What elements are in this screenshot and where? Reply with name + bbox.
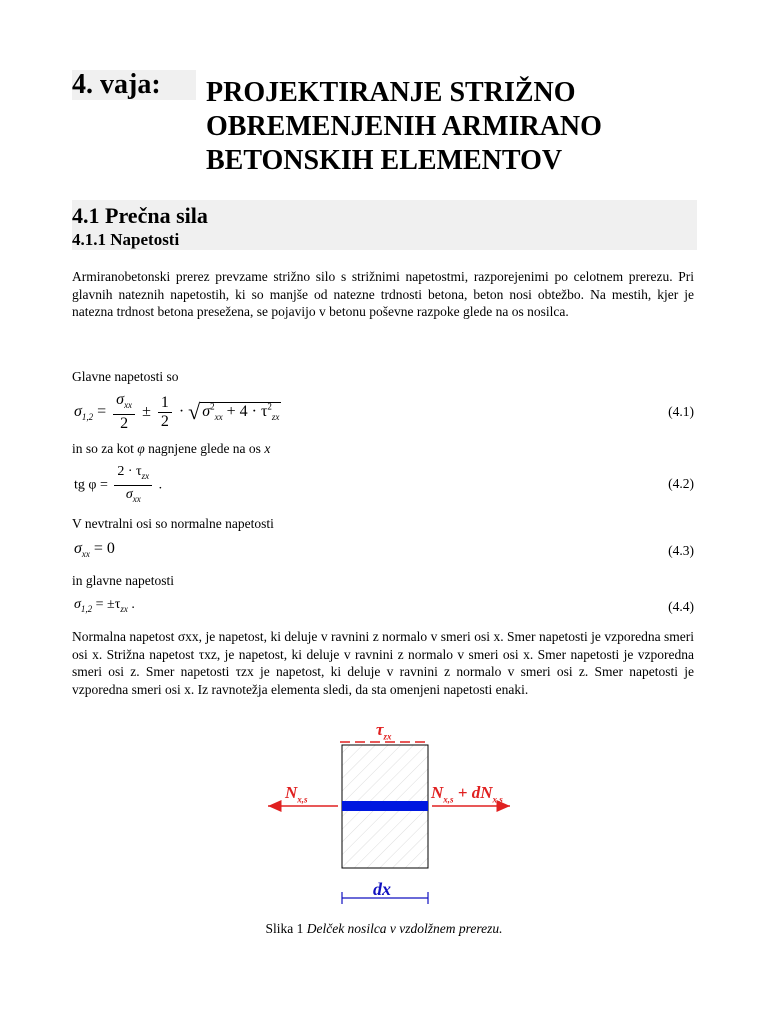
nagnjene-text: in so za kot φ nagnjene glede na os x [72, 441, 271, 456]
subsection-title: 4.1.1 Napetosti [72, 230, 180, 249]
normalna-paragraph: Normalna napetost σxx, je napetost, ki deluje v ravnini z normalo v smeri osi x. Smer napetosti je vzporedna smeri osi x. Strižna napetost τxz, je napetost, ki deluje v ravnini z normalo v smeri osi x. Smer napetosti je vzporedna smeri osi z. Smer napetosti τzx je napetost, ki deluje v ravnini z normalo v smeri osi z. Smer napetosti je vzporedna smeri osi x. Iz ravnotežja elementa sledi, da sta omenjeni napetosti enaki. [72, 629, 694, 697]
force-right-label: $N_{x,s} + dN_{x,s}$ [431, 783, 503, 805]
equation-label-4-3: (4.3) [668, 543, 694, 558]
equation-4-1: $\sigma_{1,2}$ = $\frac{\sigma_{xx}}{2}$ ± $\frac{1}{2}$ · √ $\sigma^2_{xx} + 4 \cdot \tau^2_{zx}$ [74, 391, 280, 433]
chapter-title-line-2: OBREMENJENIH ARMIRANO [206, 111, 602, 142]
dx-label: dx [373, 879, 391, 899]
in-glavne-text: in glavne napetosti [72, 573, 174, 588]
equation-4-4: $\sigma_{1,2} = \pm\tau_{zx}$ . [74, 597, 135, 614]
nevtralni-text: V nevtralni osi so normalne napetosti [72, 516, 274, 531]
intro-paragraph: Armiranobetonski prerez prevzame strižno silo s strižnimi napetostmi, razporejenimi po celotnem prerezu. Pri glavnih nateznih napetostih, ki so manjše od natezne trdnosti betona, beton nosi obtežbo. Na mestih, kjer je natezna trdnost betona presežena, se pojavijo v betonu poševne razpoke glede na os nosilca. [72, 269, 694, 319]
glavne-text: Glavne napetosti so [72, 369, 179, 384]
force-left-label: $N_{x,s}$ [285, 783, 308, 805]
shear-stress-label: $\tau_{zx}$ [376, 720, 392, 742]
section-title: 4.1 Prečna sila [72, 203, 208, 228]
chapter-title-line-1: PROJEKTIRANJE STRIŽNO [206, 77, 576, 108]
reinforcement-bar [342, 801, 428, 811]
equation-label-4-4: (4.4) [668, 599, 694, 614]
figure-caption: Slika 1 Delček nosilca v vzdolžnem prerezu. [265, 921, 503, 936]
equation-4-2: tg φ = $\frac{2 \cdot \tau_{zx}}{\sigma_{xx}}$ . [74, 464, 163, 504]
chapter-number: 4. vaja: [72, 70, 196, 100]
equation-4-3: $\sigma_{xx} = 0$ [74, 540, 115, 560]
chapter-title-line-3: BETONSKIH ELEMENTOV [206, 145, 563, 176]
equation-label-4-1: (4.1) [668, 404, 694, 419]
equation-label-4-2: (4.2) [668, 476, 694, 491]
